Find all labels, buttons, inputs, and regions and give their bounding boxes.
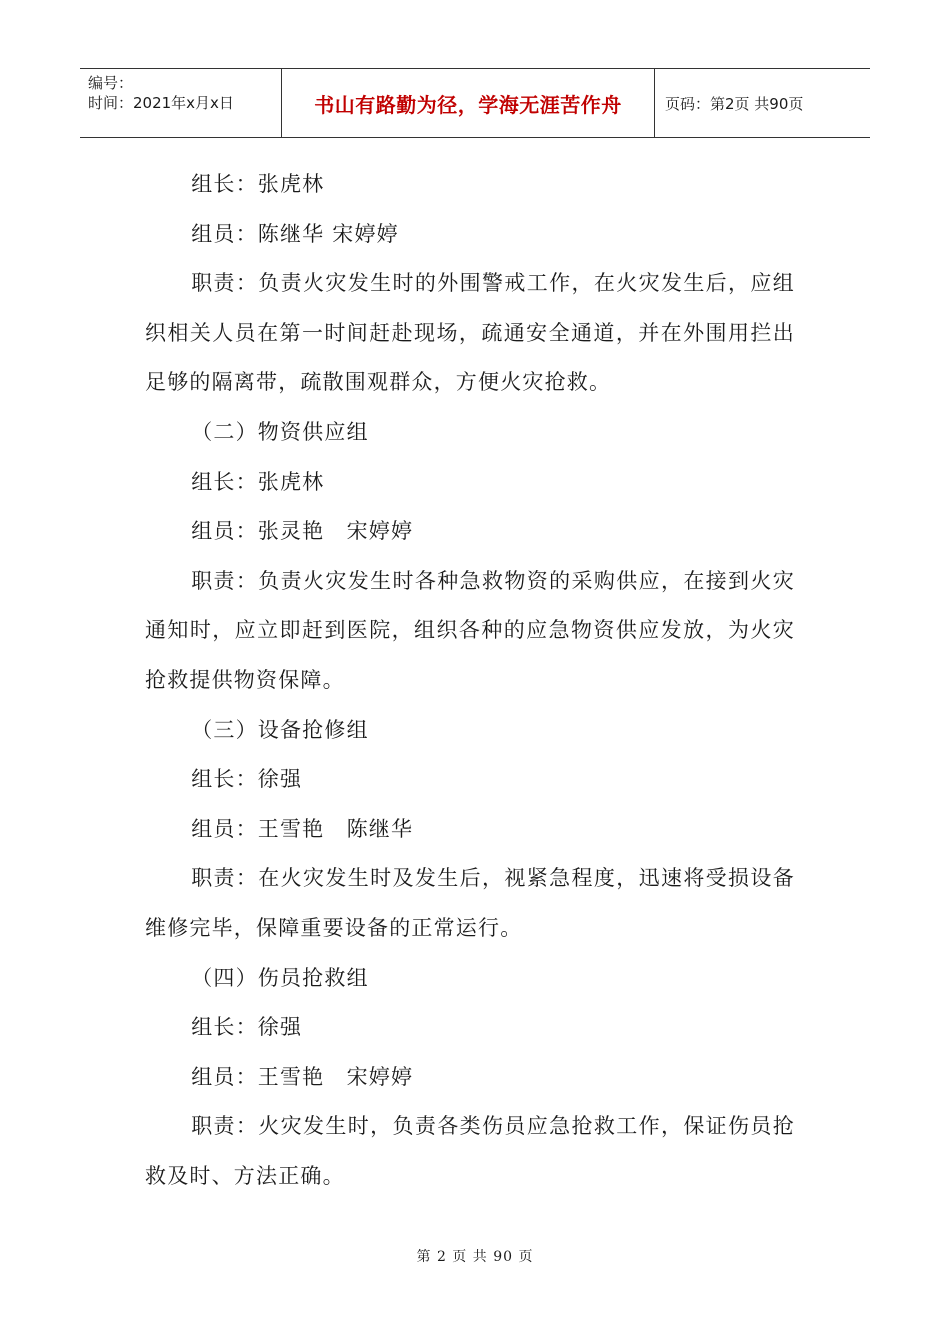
paragraph: 组长：徐强 <box>191 767 303 792</box>
paragraph: 组长：徐强 <box>191 1015 303 1040</box>
paragraph: 组员：陈继华 宋婷婷 <box>191 221 399 246</box>
section-heading: （三）设备抢修组 <box>191 717 369 742</box>
paragraph: 职责：负责火灾发生时各种急救物资的采购供应，在接到火灾通知时，应立即赶到医院，组织各种的应急物资供应发放，为火灾抢救提供物资保障。 <box>145 568 795 692</box>
document-body <box>145 160 795 1201</box>
paragraph: 职责：负责火灾发生时的外围警戒工作，在火灾发生后，应组织相关人员在第一时间赶赴现场，疏通安全通道，并在外围用拦出足够的隔离带，疏散围观群众，方便火灾抢救。 <box>145 271 795 395</box>
header-number: 编号： <box>88 74 134 92</box>
page-footer: 第 2 页 共 90 页 <box>416 1249 534 1265</box>
header-meta <box>80 69 282 137</box>
paragraph: 组长：张虎林 <box>191 172 325 196</box>
header-page-number: 页码：第2页 共90页 <box>665 94 804 113</box>
section-heading: （二）物资供应组 <box>191 419 369 444</box>
header-date: 时间：2021年x月x日 <box>88 94 234 112</box>
page-header <box>80 68 870 138</box>
paragraph: 组员：王雪艳 宋婷婷 <box>191 1064 414 1089</box>
paragraph: 组员：张灵艳 宋婷婷 <box>191 519 414 544</box>
paragraph: 职责：在火灾发生时及发生后，视紧急程度，迅速将受损设备维修完毕，保障重要设备的正常运行。 <box>145 866 795 940</box>
section-heading: （四）伤员抢救组 <box>191 965 369 990</box>
paragraph: 组员：王雪艳 陈继华 <box>191 816 414 841</box>
header-motto: 书山有路勤为径，学海无涯苦作舟 <box>282 69 655 137</box>
paragraph: 组长：张虎林 <box>191 469 325 494</box>
paragraph: 职责：火灾发生时，负责各类伤员应急抢救工作，保证伤员抢救及时、方法正确。 <box>145 1114 795 1188</box>
